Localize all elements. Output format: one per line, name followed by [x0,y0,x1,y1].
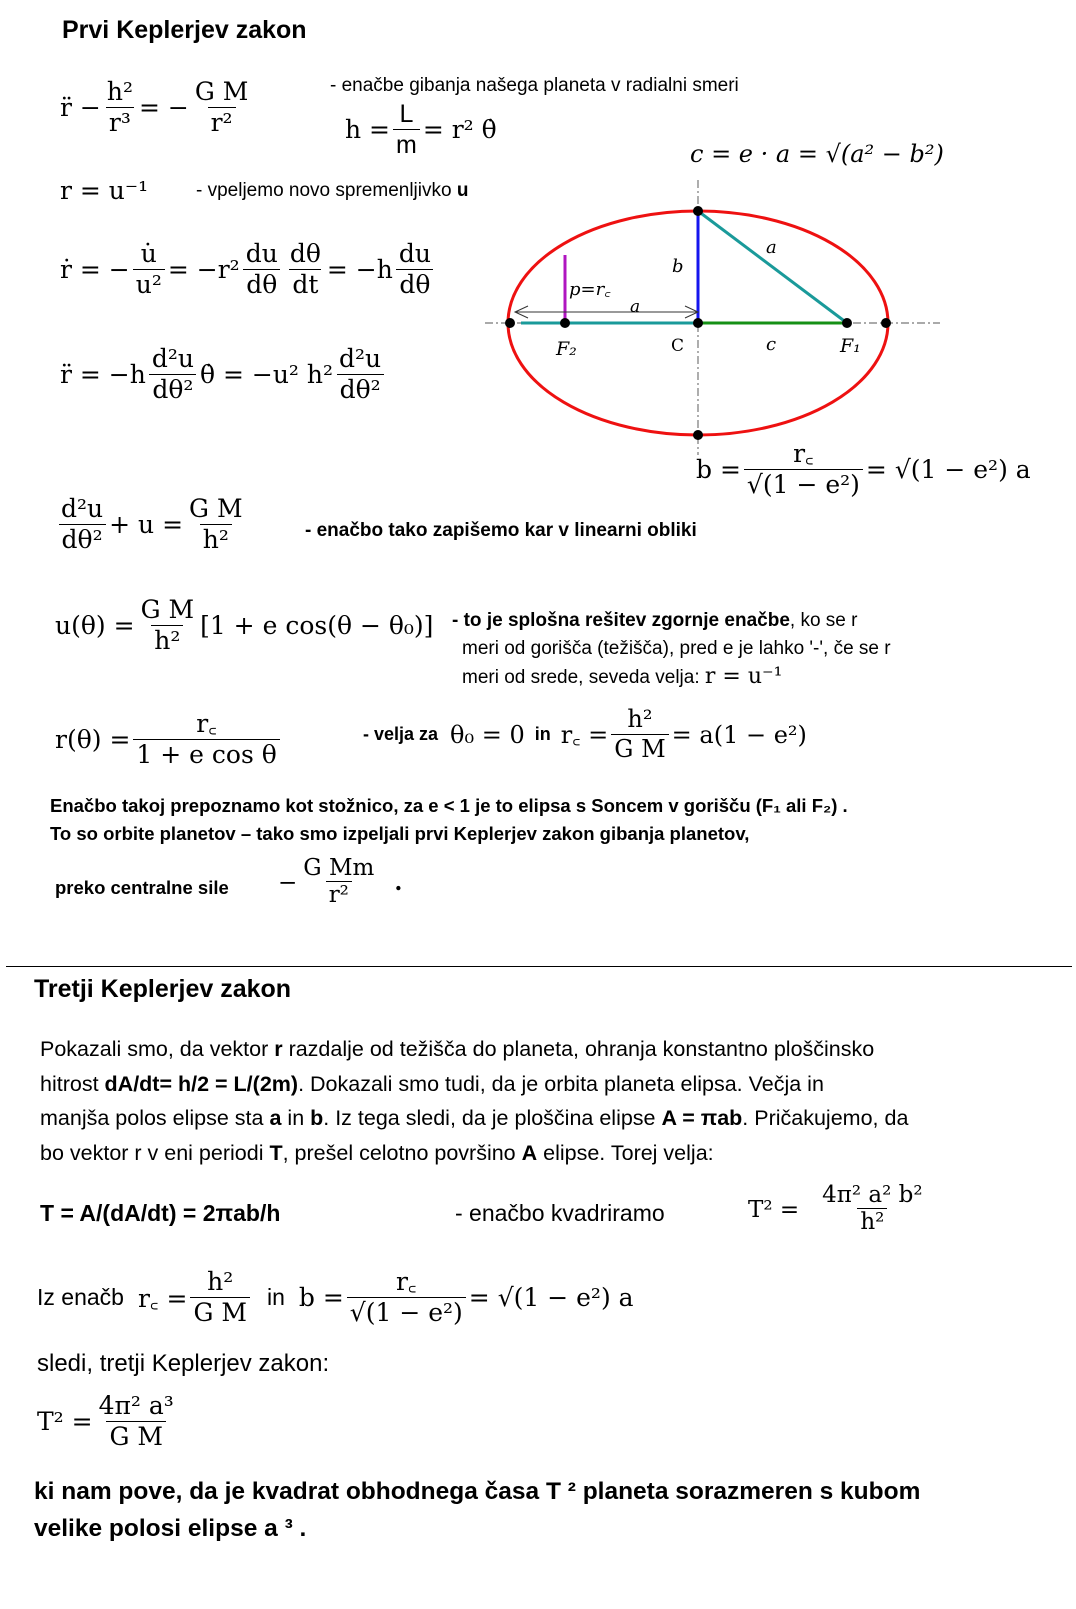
equation-b-diagram [696,440,1031,500]
section-title-first-law: Prvi Keplerjev zakon [62,16,307,44]
equation-rddot [60,345,387,405]
equation-solution [55,596,433,656]
equation-central-force [278,855,402,910]
paragraph-bold: A = πab [661,1106,743,1130]
denominator: h² [857,1208,887,1237]
eq-part: r(θ) = [55,725,131,755]
numerator: r꜀ [395,1267,417,1296]
note-u [196,180,468,202]
note-text: - velja za [363,724,439,745]
note-linear: - enačbo tako zapišemo kar v linearni obliki [305,520,697,541]
co-vertex-top-dot [693,206,703,216]
denominator: dθ² [337,374,384,405]
equation-r-theta [55,710,283,770]
eq-part: r꜀ = [137,1283,188,1313]
denominator: G M [106,1421,166,1452]
denominator: G M [190,1297,250,1328]
numerator: du [398,239,431,268]
eq-part: = a(1 − e²) [671,720,807,749]
label-p-rc: p=r꜀ [569,279,611,300]
numerator: d²u [151,344,194,373]
paragraph-text: elipse. Torej velja: [537,1140,714,1165]
eq-part: r꜀ = [560,721,609,750]
eq-part: T² = [748,1196,800,1223]
paragraph-bold: T [269,1140,283,1165]
numerator: h² [106,77,133,106]
eq-part: = −r² [167,255,240,285]
equation-radial [60,78,254,138]
eq-part: r̈ − [60,93,101,123]
ellipse-diagram [470,170,950,460]
fraction [138,596,198,656]
note-line [452,663,891,692]
eq-part: = r² θ̇ [422,115,497,145]
denominator: dθ² [59,524,106,555]
denominator: dθ² [149,374,196,405]
note-solution [452,607,891,692]
fraction [96,1392,177,1452]
note-equation: r = u⁻¹ [704,664,783,689]
paragraph-bold: a [269,1106,282,1130]
numerator: G M [189,494,243,523]
numerator: h² [207,1267,234,1296]
focus-f2-dot [560,318,570,328]
note-radial: - enačbe gibanja našega planeta v radialni smeri [330,75,739,96]
numerator: d²u [339,344,382,373]
denominator: h² [200,524,232,555]
label-a-left: a [630,297,641,317]
fraction [819,1182,925,1237]
denominator: G M [611,734,668,764]
section-divider [6,966,1072,967]
paragraph-third-law [40,1032,908,1170]
fraction [190,1268,250,1328]
paragraph-text: bo vektor r v eni periodi [40,1140,270,1165]
fraction [133,710,279,770]
equation-r-u: r = u⁻¹ [60,176,149,205]
note-bold: - to je splošna rešitev zgornje enačbe [452,610,790,631]
note-bold: u [456,180,469,201]
vertex-left-dot [505,318,515,328]
paragraph-text: hitrost [40,1071,105,1096]
eq-part: u(θ) = [55,611,135,641]
note-text: meri od srede, seveda velja: [462,667,705,688]
paragraph-text: . Pričakujemo, da [742,1106,909,1130]
fraction [396,240,434,300]
numerator: d²u [61,494,104,523]
paragraph-text: manjša polos elipse sta [40,1106,270,1130]
paragraph-bold: dA/dt= h/2 = L/(2m) [104,1071,299,1096]
numerator: h² [627,705,653,733]
label-f2: F₂ [556,338,577,360]
fraction [243,240,281,300]
paragraph-line [40,1067,908,1102]
eq-part: . [394,869,403,897]
fraction [192,78,252,138]
segment-a-hypotenuse [698,211,847,323]
denominator: dθ [396,269,433,300]
co-vertex-bottom-dot [693,430,703,440]
eq-part: b = [298,1283,344,1313]
eq-part: = √(1 − e²) a [468,1283,634,1313]
numerator: u̇ [140,239,157,268]
paragraph-bold: r [274,1037,283,1061]
numerator: dθ [289,239,321,268]
numerator: G Mm [303,855,375,881]
eq-part: + u = [109,510,184,540]
paragraph-line [40,1136,908,1171]
denominator: dθ [243,269,280,300]
paragraph-line [40,1101,908,1136]
paragraph-text: in [281,1106,311,1130]
fraction [133,240,165,300]
fraction [300,855,377,910]
numerator: 4π² a³ [98,1391,174,1420]
note-square: - enačbo kvadriramo [455,1200,665,1226]
denominator: r² [326,881,352,910]
denominator: r³ [106,107,134,138]
eq-part: θ̇ = −u² h² [199,360,334,390]
equation-period: T = A/(dA/dt) = 2πab/h [40,1200,281,1226]
denominator: u² [133,269,165,300]
numerator: r꜀ [196,709,217,738]
eq-part: [1 + e cos(θ − θ₀)] [200,611,434,641]
eq-part: θ₀ = 0 [450,720,525,749]
paragraph-text: razdalje od težišča do planeta, ohranja konstantno ploščinsko [282,1037,875,1061]
conclusion-line-3: preko centralne sile [55,877,229,898]
paragraph-line [40,1032,908,1067]
note-r-theta [363,706,807,763]
eq-part: = −h [326,255,393,285]
sledi-text: sledi, tretji Keplerjev zakon: [37,1350,330,1377]
fraction [611,706,668,763]
fraction [347,1268,466,1328]
final-line-1: ki nam pove, da je kvadrat obhodnega časa T ² planeta sorazmeren s kubom [34,1478,921,1505]
fraction [744,440,863,500]
paragraph-text: . Iz tega sledi, da je ploščina elipse [323,1106,662,1130]
denominator: dt [289,269,321,300]
equation-linear [55,495,249,555]
eq-part: − [278,869,298,896]
conclusion-line-1: Enačbo takoj prepoznamo kot stožnico, za e < 1 je to elipsa s Soncem v gorišču (F₁ ali F₂) . [50,795,848,816]
numerator: du [245,239,278,268]
vertex-right-dot [881,318,891,328]
center-dot [693,318,703,328]
equation-h [345,100,497,160]
denominator: m [393,129,420,160]
fraction [336,345,384,405]
eq-part: ṙ = − [60,255,130,285]
section-title-third-law: Tretji Keplerjev zakon [34,975,292,1003]
eq-part: T² = [37,1407,93,1437]
numerator: 4π² a² b² [822,1182,923,1208]
fraction [393,100,420,160]
numerator: G M [194,77,249,106]
fraction [104,78,136,138]
fraction [149,345,197,405]
denominator: h² [151,625,183,656]
paragraph-text: Pokazali smo, da vektor [40,1037,275,1061]
equation-c: c = e · a = √(a² − b²) [690,140,944,168]
note-text: - vpeljemo novo spremenljivko [196,180,457,201]
paragraph-text: , prešel celotno površino [282,1140,522,1165]
note-text: Iz enačb [37,1284,124,1311]
eq-part: = − [138,93,189,123]
equation-iz-enacb [37,1268,634,1328]
conclusion-line-2: To so orbite planetov – tako smo izpeljali prvi Keplerjev zakon gibanja planetov, [50,823,750,844]
equation-kepler-third [37,1392,180,1452]
label-center: C [671,336,685,356]
focus-f1-dot [842,318,852,328]
denominator: √(1 − e²) [744,469,863,500]
note-line [452,607,891,635]
eq-part: = √(1 − e²) a [865,455,1031,485]
denominator: 1 + e cos θ [133,739,279,770]
paragraph-text: . Dokazali smo tudi, da je orbita planeta elipsa. Večja in [298,1071,824,1096]
denominator: √(1 − e²) [347,1297,466,1328]
fraction [186,495,246,555]
eq-part: r̈ = −h [60,360,146,390]
fraction [287,240,324,300]
note-text: , ko se r [789,610,858,631]
note-line: meri od gorišča (težišča), pred e je lahko '-', če se r [462,638,891,659]
label-f1: F₁ [840,335,861,357]
numerator: G M [140,595,195,624]
numerator: L [399,100,414,128]
denominator: r² [208,107,236,138]
eq-part: h = [345,115,390,145]
label-a-hypotenuse: a [766,237,777,258]
final-line-2: velike polosi elipse a ³ . [34,1515,307,1542]
note-text: in [266,1284,285,1311]
equation-rdot [60,240,437,300]
numerator: r꜀ [793,439,814,468]
eq-part: b = [696,455,741,485]
equation-T-squared [748,1182,929,1237]
paragraph-bold: b [310,1106,324,1130]
fraction [58,495,106,555]
paragraph-bold: A [521,1140,538,1165]
note-text: in [534,724,551,745]
label-b: b [672,256,684,277]
label-c: c [766,334,777,355]
